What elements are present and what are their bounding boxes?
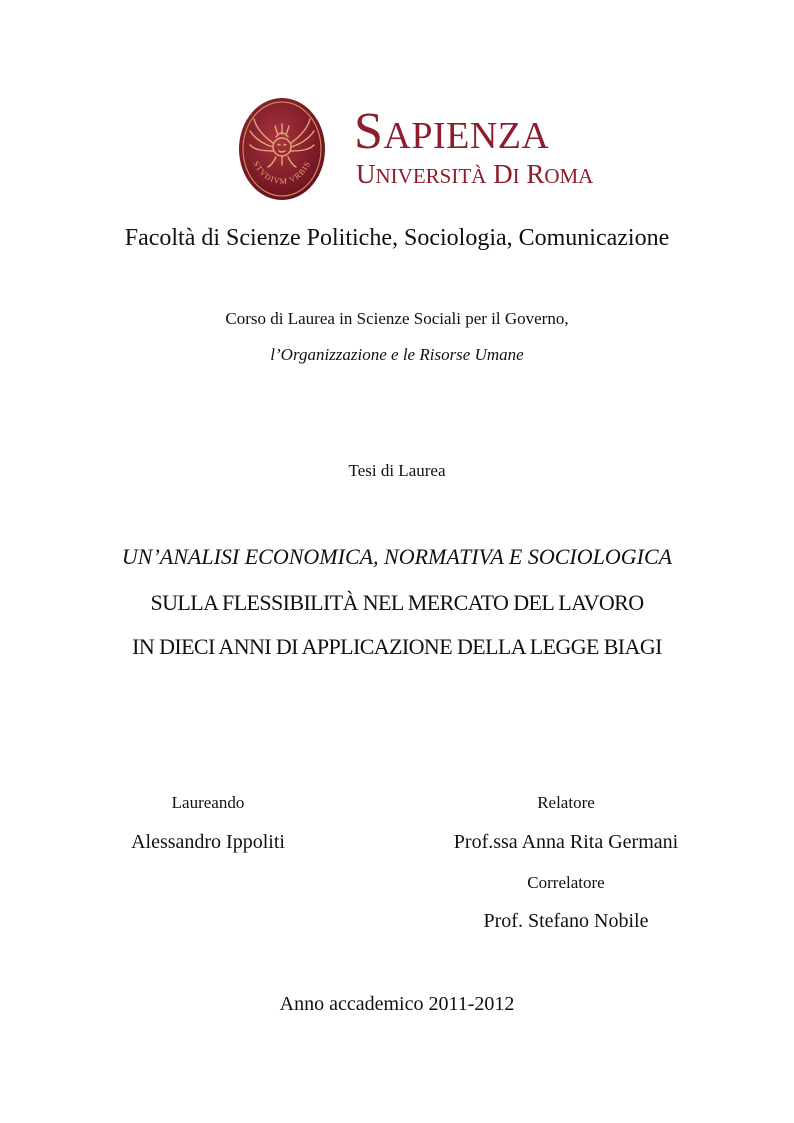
thesis-title-line-1: UN’ANALISI ECONOMICA, NORMATIVA E SOCIOLOGICA [121, 544, 673, 569]
subtitle-rest-1: NIVERSITÀ [375, 164, 487, 188]
course-line-1: Corso di Laurea in Scienze Sociali per il Governo, [225, 309, 569, 328]
university-wordmark [354, 103, 550, 162]
candidate-name: Alessandro Ippoliti [131, 831, 285, 853]
university-seal-logo [238, 97, 326, 201]
wordmark-rest: APIENZA [383, 115, 550, 157]
course-line-2: l’Organizzazione e le Risorse Umane [270, 345, 524, 364]
faculty-name: Facoltà di Scienze Politiche, Sociologia, Comunicazione [124, 225, 670, 251]
supervisor-label: Relatore [537, 793, 595, 812]
seal-motto: STVDIVM VRBIS [251, 159, 313, 186]
thesis-title-line-2: SULLA FLESSIBILITÀ NEL MERCATO DEL LAVORO [150, 590, 644, 615]
subtitle-initial-2: D [493, 159, 513, 189]
thesis-type: Tesi di Laurea [348, 461, 446, 480]
university-subtitle [356, 160, 593, 190]
co-supervisor-label: Correlatore [527, 873, 605, 892]
candidate-label: Laureando [171, 793, 245, 812]
subtitle-initial-3: R [526, 159, 545, 189]
supervisor-name: Prof.ssa Anna Rita Germani [453, 831, 679, 853]
subtitle-rest-3: OMA [544, 164, 594, 188]
academic-year: Anno accademico 2011-2012 [279, 993, 515, 1015]
thesis-title-line-3: IN DIECI ANNI DI APPLICAZIONE DELLA LEGGE BIAGI [132, 634, 662, 659]
co-supervisor-name: Prof. Stefano Nobile [483, 910, 649, 932]
wordmark-initial: S [354, 103, 384, 160]
subtitle-rest-2: I [512, 164, 520, 188]
subtitle-initial-1: U [356, 159, 376, 189]
